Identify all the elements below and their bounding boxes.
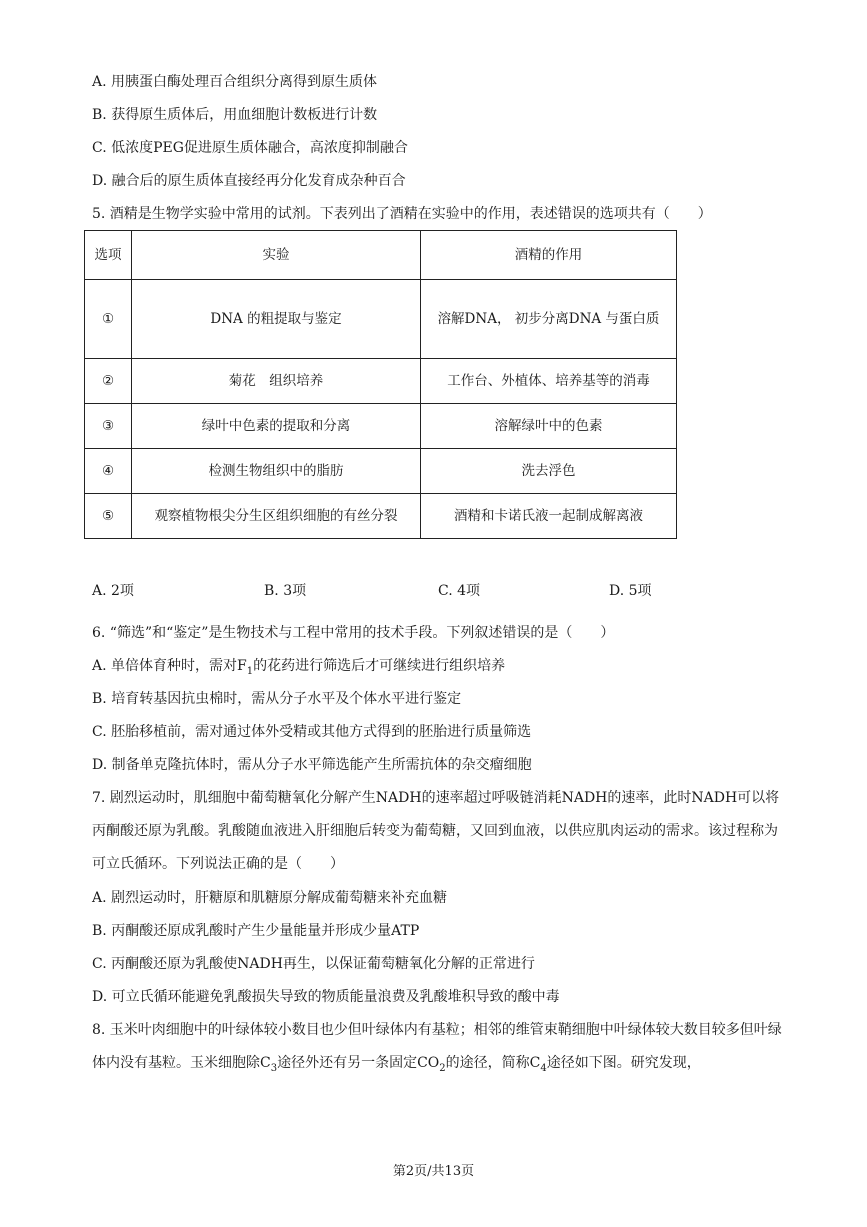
q5-option-b: B. 3项 — [264, 583, 307, 599]
q5-stem: 5. 酒精是生物学实验中常用的试剂。下表列出了酒精在实验中的作用，表述错误的选项共有（ ） — [92, 206, 712, 222]
row-alcohol-role: 溶解DNA， 初步分离DNA 与蛋白质 — [421, 280, 677, 359]
header-alcohol-role: 酒精的作用 — [421, 231, 677, 280]
row-experiment: 观察植物根尖分生区组织细胞的有丝分裂 — [132, 494, 421, 539]
q7-stem: 7. 剧烈运动时，肌细胞中葡萄糖氧化分解产生NADH的速率超过呼吸链消耗NADH的速率，此时NADH可以将丙酮酸还原为乳酸。乳酸随血液进入肝细胞后转变为葡萄糖，又回到血液，以供应肌肉运动的需求。该过程称为可立氏循环。下列说法正确的是（ ） — [92, 790, 780, 872]
q7-option-d: D. 可立氏循环能避免乳酸损失导致的物质能量浪费及乳酸堆积导致的酸中毒 — [92, 989, 560, 1005]
q5-option-d: D. 5项 — [609, 583, 652, 599]
row-number: ② — [85, 359, 132, 404]
header-experiment: 实验 — [132, 231, 421, 280]
table-header-row — [85, 231, 677, 280]
table-row — [85, 449, 677, 494]
q6-option-c: C. 胚胎移植前，需对通过体外受精或其他方式得到的胚胎进行质量筛选 — [92, 724, 532, 740]
row-experiment: 菊花 组织培养 — [132, 359, 421, 404]
row-alcohol-role: 工作台、外植体、培养基等的消毒 — [421, 359, 677, 404]
page-footer: 第2页/共13页 — [392, 1164, 475, 1179]
row-number: ④ — [85, 449, 132, 494]
row-experiment: 绿叶中色素的提取和分离 — [132, 404, 421, 449]
q6-option-a: A. 单倍体育种时，需对$F_1$的花药进行筛选后才可继续进行组织培养 — [92, 658, 506, 677]
row-number: ① — [85, 280, 132, 359]
row-number: ⑤ — [85, 494, 132, 539]
q4-option-d: D. 融合后的原生质体直接经再分化发育成杂种百合 — [92, 173, 406, 189]
q6-option-d: D. 制备单克隆抗体时，需从分子水平筛选能产生所需抗体的杂交瘤细胞 — [92, 757, 532, 773]
row-experiment: 检测生物组织中的脂肪 — [132, 449, 421, 494]
row-alcohol-role: 洗去浮色 — [421, 449, 677, 494]
table-row — [85, 404, 677, 449]
table-row — [85, 494, 677, 539]
row-alcohol-role: 溶解绿叶中的色素 — [421, 404, 677, 449]
q6-stem: 6. “筛选”和“鉴定”是生物技术与工程中常用的技术手段。下列叙述错误的是（ ） — [92, 625, 615, 641]
table-row — [85, 359, 677, 404]
q5-option-a: A. 2项 — [92, 583, 134, 599]
header-option: 选项 — [85, 231, 132, 280]
row-experiment: DNA 的粗提取与鉴定 — [132, 280, 421, 359]
q7-option-a: A. 剧烈运动时，肝糖原和肌糖原分解成葡萄糖来补充血糖 — [92, 890, 448, 906]
q4-option-a: A. 用胰蛋白酶处理百合组织分离得到原生质体 — [92, 74, 378, 90]
row-alcohol-role: 酒精和卡诺氏液一起制成解离液 — [421, 494, 677, 539]
q4-option-c: C. 低浓度PEG促进原生质体融合，高浓度抑制融合 — [92, 140, 408, 156]
table-row — [85, 280, 677, 359]
q7-option-b: B. 丙酮酸还原成乳酸时产生少量能量并形成少量ATP — [92, 923, 420, 939]
q8-stem: 8. 玉米叶肉细胞中的叶绿体较小数目也少但叶绿体内有基粒；相邻的维管束鞘细胞中叶绿体较大数目较多但叶绿体内没有基粒。玉米细胞除$C_3$途径外还有另一条固定$CO_2$的途径，简称$C_4$途径如下图。研究发现， — [92, 1022, 782, 1074]
q5-option-c: C. 4项 — [438, 583, 481, 599]
q5-options — [92, 580, 692, 598]
q6-option-b: B. 培育转基因抗虫棉时，需从分子水平及个体水平进行鉴定 — [92, 691, 462, 707]
q5-table — [84, 230, 677, 539]
q4-option-b: B. 获得原生质体后，用血细胞计数板进行计数 — [92, 107, 378, 123]
row-number: ③ — [85, 404, 132, 449]
q7-option-c: C. 丙酮酸还原为乳酸使NADH再生，以保证葡萄糖氧化分解的正常进行 — [92, 956, 535, 972]
